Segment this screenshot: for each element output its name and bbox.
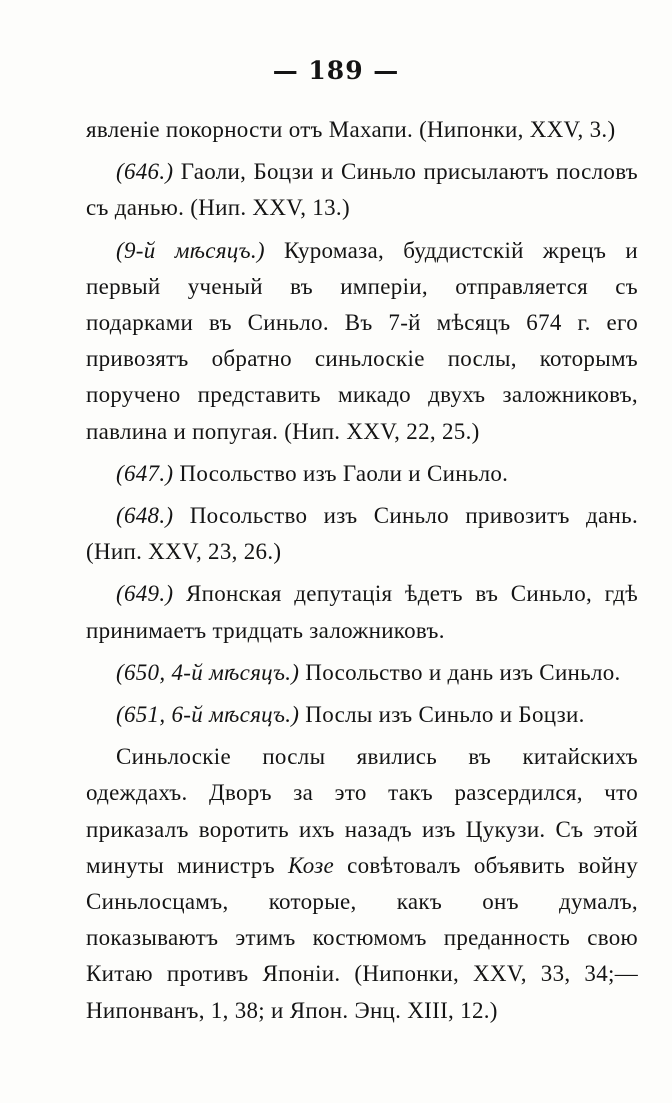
paragraph-9th-month [86, 233, 638, 450]
paragraph-text: Куромаза, буддистскій жрецъ и первый ученый въ имперіи, отправляется съ подарками въ Синьло. Въ 7-й мѣсяцъ 674 г. его привозятъ обратно синьлоскіе послы, которымъ поручено представить микадо двухъ заложниковъ, павлина и попугая. (Нип. XXV, 22, 25.) [86, 237, 638, 444]
paragraph-647 [86, 456, 638, 492]
paragraph-text: Японская депутація ѣдетъ въ Синьло, гдѣ принимаетъ тридцать заложниковъ. [86, 581, 638, 643]
paragraph-text: Синьлоскіе послы явились въ китайскихъ одеждахъ. Дворъ за это такъ разсердился, что приказалъ воротить ихъ назадъ изъ Цукузи. Съ этой минуты министръ [86, 744, 638, 878]
paragraph-649 [86, 576, 638, 648]
paragraph-text: Гаоли, Боцзи и Синьло присылаютъ пословъ съ данью. (Нип. XXV, 13.) [86, 159, 638, 221]
paragraph-646 [86, 154, 638, 226]
year-label: (646.) [116, 159, 174, 185]
paragraph-text: Послы изъ Синьло и Боцзи. [299, 702, 585, 728]
paragraph-sinlo-envoys [86, 739, 638, 1029]
page-body-text [86, 112, 638, 1029]
minister-name: Козе [288, 852, 334, 878]
paragraph-651 [86, 697, 638, 733]
paragraph-continuation [86, 112, 638, 148]
paragraph-text: Посольство изъ Синьло привозитъ дань. (Нип. XXV, 23, 26.) [86, 503, 638, 565]
paragraph-text: явленіе покорности отъ Махапи. (Нипонки, XXV, 3.) [86, 117, 616, 142]
page-number: — 189 — [272, 56, 400, 85]
paragraph-text: совѣтовалъ объявить войну Синьлосцамъ, которые, какъ онъ думалъ, показываютъ этимъ костюмомъ преданность свою Китаю противъ Японіи. (Нипонки, XXV, 33, 34;—Нипонванъ, 1, 38; и Япон. Энц. XIII, 12.) [86, 852, 639, 1023]
paragraph-text: Посольство и дань изъ Синьло. [299, 659, 621, 685]
year-label: (647.) [116, 460, 174, 486]
year-label: (649.) [116, 581, 174, 607]
paragraph-650 [86, 655, 638, 691]
year-label: (648.) [116, 503, 174, 529]
paragraph-text: Посольство изъ Гаоли и Синьло. [173, 460, 509, 486]
year-label: (651, 6-й мѣсяцъ.) [116, 702, 300, 728]
year-label: (650, 4-й мѣсяцъ.) [116, 659, 300, 685]
month-label: (9-й мѣсяцъ.) [116, 237, 265, 263]
paragraph-648 [86, 498, 638, 570]
